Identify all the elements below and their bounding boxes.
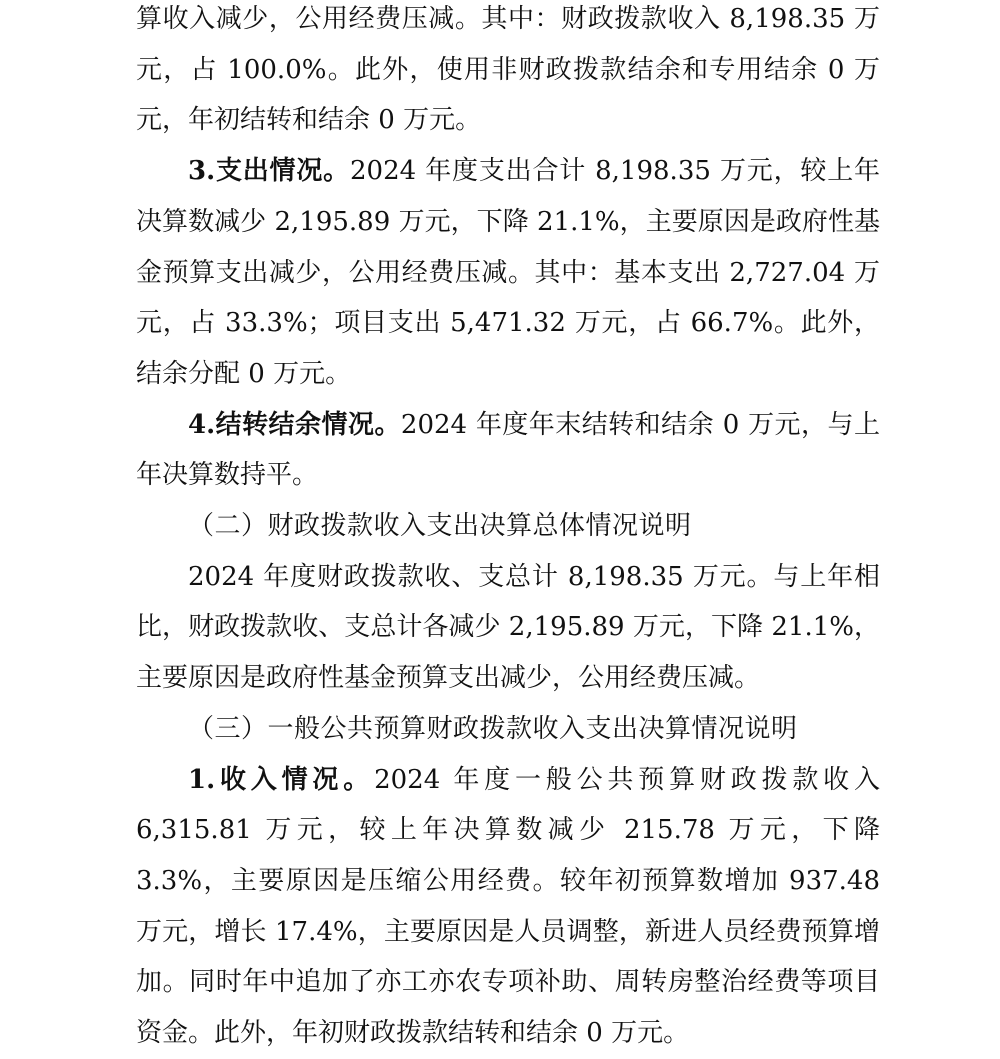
- paragraph-carryover-situation: [136, 400, 880, 501]
- carryover-situation-body: 2024 年度年末结转和结余 0 万元，与上年决算数持平。: [136, 409, 880, 491]
- general-income-lead: 1.收入情况。: [188, 764, 375, 795]
- carryover-situation-lead: 4.结转结余情况。: [188, 409, 401, 440]
- document-page: [136, 0, 880, 1059]
- section-heading-general-budget: （三）一般公共预算财政拨款收入支出决算情况说明: [188, 713, 798, 744]
- paragraph-income-continued: 算收入减少，公用经费压减。其中：财政拨款收入 8,198.35 万元，占 100.0%。此外，使用非财政拨款结余和专用结余 0 万元，年初结转和结余 0 万元。: [136, 4, 880, 136]
- paragraph-expense-situation: [136, 146, 880, 400]
- paragraph-general-income: [136, 755, 880, 1059]
- expense-situation-lead: 3.支出情况。: [188, 156, 350, 187]
- section-heading-fiscal-overall: （二）财政拨款收入支出决算总体情况说明: [188, 511, 692, 542]
- paragraph-fiscal-total: 2024 年度财政拨款收、支总计 8,198.35 万元。与上年相比，财政拨款收、支总计各减少 2,195.89 万元，下降 21.1%，主要原因是政府性基金预算支出减少，公用经费压减。: [136, 561, 880, 694]
- general-income-body: 2024 年度一般公共预算财政拨款收入 6,315.81 万元，较上年决算数减少 215.78 万元，下降 3.3%，主要原因是压缩公用经费。较年初预算数增加 937.48 万元，增长 17.4%，主要原因是人员调整，新进人员经费预算增加。同时年中追加了亦工亦农专项补助、周转房整治经费等项目资金。此外，年初财政拨款结转和结余 0 万元。: [136, 764, 880, 1049]
- expense-situation-body: 2024 年度支出合计 8,198.35 万元，较上年决算数减少 2,195.89 万元，下降 21.1%，主要原因是政府性基金预算支出减少，公用经费压减。其中：基本支出 2,727.04 万元，占 33.3%；项目支出 5,471.32 万元，占 66.7%。此外，结余分配 0 万元。: [136, 156, 880, 389]
